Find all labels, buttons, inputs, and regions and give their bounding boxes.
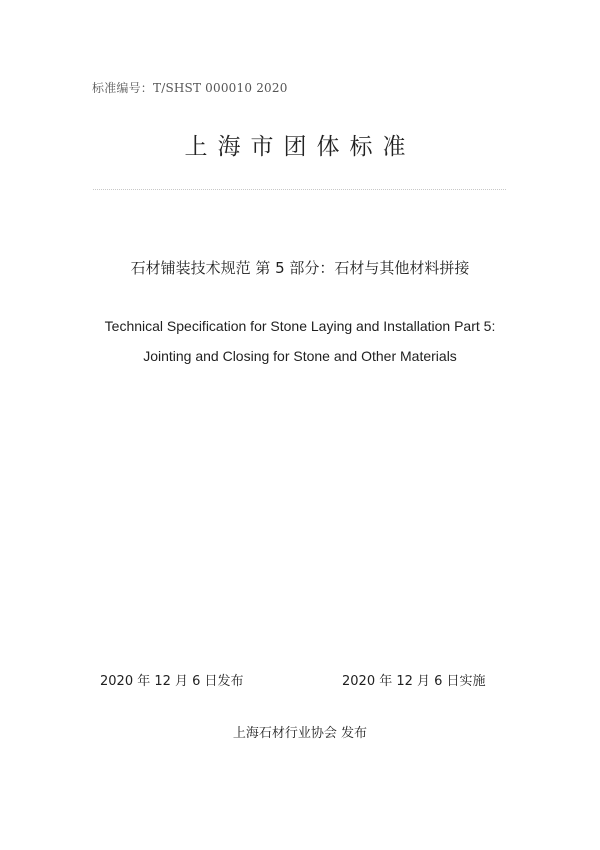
- chinese-title: 石材铺装技术规范 第 5 部分：石材与其他材料拼接: [130, 259, 470, 277]
- org-standard-title: 上海市团体标准: [184, 134, 416, 160]
- english-title-line-1: Technical Specification for Stone Laying and Installation Part 5:: [104, 318, 496, 334]
- publisher: 上海石材行业协会 发布: [232, 726, 368, 741]
- standard-number: 标准编号：T/SHST 000010 2020: [92, 81, 288, 95]
- english-title-line-2: Jointing and Closing for Stone and Other Materials: [143, 348, 457, 364]
- issue-date: 2020 年 12 月 6 日发布: [100, 674, 244, 689]
- title-divider: [93, 189, 506, 190]
- implementation-date: 2020 年 12 月 6 日实施: [342, 674, 486, 689]
